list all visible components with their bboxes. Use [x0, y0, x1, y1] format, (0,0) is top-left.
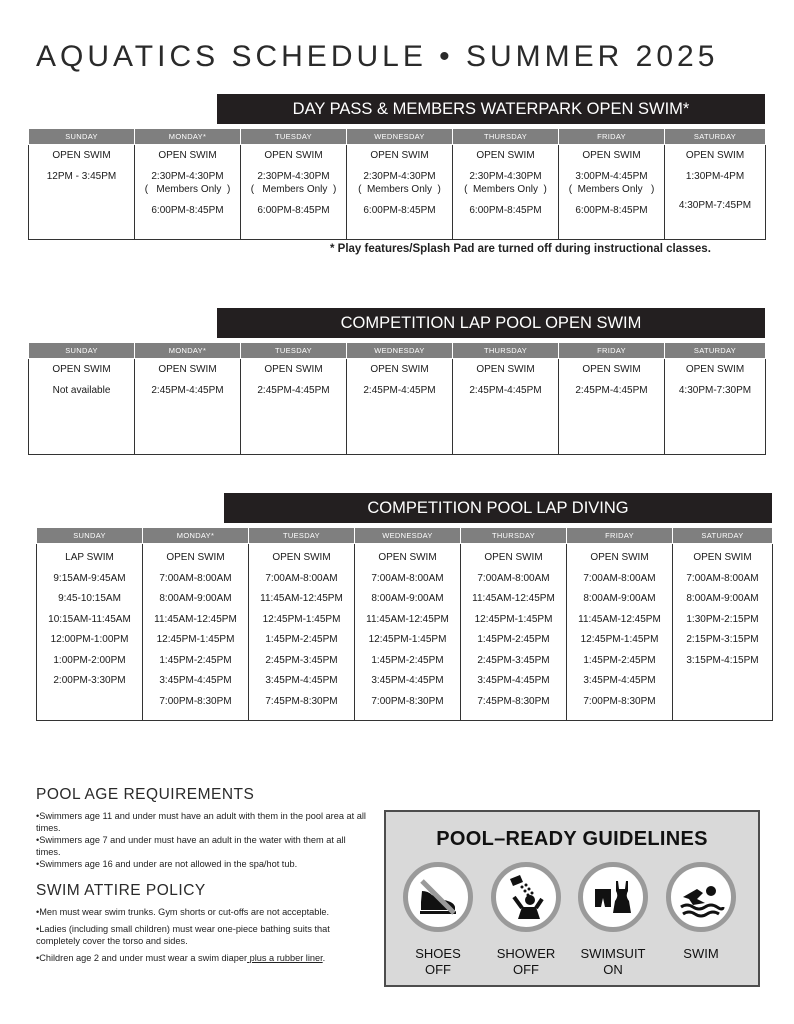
age-rule: •Swimmers age 7 and under must have an adult in the water with them at all times. — [36, 835, 346, 857]
time-slot: 11:45AM-12:45PM — [260, 593, 343, 604]
waterpark-table — [28, 128, 766, 240]
time-slot — [135, 196, 240, 204]
schedule-cell — [249, 544, 355, 721]
time-slot: 7:00AM-8:00AM — [159, 572, 232, 584]
time-slot: Not available — [52, 385, 111, 396]
time-slot: 2:45PM-4:45PM — [575, 385, 648, 396]
waterpark-banner: DAY PASS & MEMBERS WATERPARK OPEN SWIM* — [217, 94, 765, 124]
schedule-cell — [559, 359, 665, 455]
time-slot: 1:45PM-2:45PM — [265, 634, 338, 645]
time-slot: OPEN SWIM — [484, 552, 543, 563]
time-slot: OPEN SWIM — [693, 552, 752, 563]
day-header: SUNDAY — [37, 528, 143, 544]
time-slot: 2:30PM-4:30PM — [151, 171, 224, 182]
time-slot: 2:00PM-3:30PM — [53, 675, 126, 686]
time-slot: 9:45-10:15AM — [58, 593, 121, 604]
time-slot: LAP SWIM — [65, 552, 114, 563]
time-slot: 2:45PM-4:45PM — [257, 385, 330, 396]
time-slot: 2:45PM-3:45PM — [265, 654, 338, 666]
time-slot: 8:00AM-9:00AM — [583, 593, 656, 604]
time-slot: 3:45PM-4:45PM — [477, 675, 550, 686]
age-requirements-list — [36, 810, 366, 870]
time-slot: 6:00PM-8:45PM — [257, 205, 330, 216]
time-slot: 2:30PM-4:30PM — [363, 171, 436, 182]
time-slot: 7:00PM-8:30PM — [583, 695, 656, 707]
schedule-cell — [567, 544, 673, 721]
time-slot: 12:45PM-1:45PM — [580, 634, 659, 645]
day-header: TUESDAY — [241, 129, 347, 145]
schedule-cell — [29, 145, 135, 240]
time-slot: OPEN SWIM — [52, 150, 111, 161]
age-rule: •Swimmers age 16 and under are not allowed in the spa/hot tub. — [36, 859, 298, 869]
time-slot: 2:45PM-3:45PM — [477, 654, 550, 666]
time-slot: 7:00AM-8:00AM — [583, 572, 656, 584]
day-header: MONDAY* — [135, 343, 241, 359]
time-slot — [453, 196, 558, 204]
age-rule: •Swimmers age 11 and under must have an adult with them in the pool area at all times. — [36, 811, 366, 833]
time-slot: ( Members Only ) — [464, 184, 547, 195]
attire-list — [36, 906, 366, 964]
day-header: WEDNESDAY — [347, 129, 453, 145]
schedule-cell — [461, 544, 567, 721]
time-slot — [135, 376, 240, 384]
time-slot: OPEN SWIM — [370, 150, 429, 161]
time-slot: 9:15AM-9:45AM — [53, 572, 126, 584]
time-slot: 2:15PM-3:15PM — [686, 634, 759, 645]
time-slot — [559, 196, 664, 204]
time-slot: 7:00AM-8:00AM — [265, 572, 338, 584]
schedule-cell — [241, 359, 347, 455]
schedule-cell — [37, 544, 143, 721]
schedule-cell — [559, 145, 665, 240]
time-slot: 1:45PM-2:45PM — [583, 654, 656, 666]
day-header: THURSDAY — [461, 528, 567, 544]
time-slot — [665, 376, 765, 384]
time-slot: OPEN SWIM — [590, 552, 649, 563]
time-slot: 11:45AM-12:45PM — [472, 593, 555, 604]
lap-pool-table — [28, 342, 766, 455]
time-slot: 3:45PM-4:45PM — [583, 675, 656, 686]
schedule-cell — [453, 359, 559, 455]
time-slot: OPEN SWIM — [52, 364, 111, 375]
time-slot: 7:00AM-8:00AM — [686, 572, 759, 584]
day-header: TUESDAY — [249, 528, 355, 544]
schedule-cell — [453, 145, 559, 240]
time-slot: OPEN SWIM — [476, 150, 535, 161]
time-slot: 2:30PM-4:30PM — [469, 171, 542, 182]
schedule-cell — [673, 544, 773, 721]
day-header: SATURDAY — [665, 343, 766, 359]
age-requirements-heading: POOL AGE REQUIREMENTS — [36, 786, 255, 803]
time-slot: 8:00AM-9:00AM — [159, 593, 232, 604]
time-slot — [665, 183, 765, 191]
diving-table — [36, 527, 773, 721]
time-slot — [665, 191, 765, 199]
schedule-cell — [665, 359, 766, 455]
time-slot — [135, 162, 240, 170]
attire-heading: SWIM ATTIRE POLICY — [36, 882, 206, 899]
time-slot: OPEN SWIM — [370, 364, 429, 375]
time-slot: OPEN SWIM — [378, 552, 437, 563]
time-slot: 3:45PM-4:45PM — [159, 675, 232, 686]
schedule-cell — [135, 359, 241, 455]
attire-rule: •Men must wear swim trunks. Gym shorts or cut-offs are not acceptable. — [36, 907, 330, 917]
time-slot: OPEN SWIM — [158, 150, 217, 161]
time-slot: 1:30PM-4PM — [685, 171, 745, 182]
time-slot: 1:00PM-2:00PM — [53, 654, 126, 666]
time-slot: 3:15PM-4:15PM — [686, 654, 759, 666]
attire-rule: •Ladies (including small children) must wear one-piece bathing suits that completely cover the torso and sides. — [36, 924, 330, 946]
time-slot: OPEN SWIM — [476, 364, 535, 375]
schedule-cell — [347, 145, 453, 240]
day-header: SATURDAY — [665, 129, 766, 145]
time-slot — [347, 196, 452, 204]
guideline-label: SHOES OFF — [415, 946, 461, 977]
time-slot: 11:45AM-12:45PM — [578, 613, 661, 625]
day-header: SUNDAY — [29, 343, 135, 359]
time-slot: 12:45PM-1:45PM — [368, 634, 447, 645]
time-slot: 7:00PM-8:30PM — [371, 695, 444, 707]
swimsuit-icon — [578, 862, 648, 932]
time-slot — [241, 376, 346, 384]
time-slot: 1:30PM-2:15PM — [686, 613, 759, 625]
time-slot — [347, 376, 452, 384]
time-slot: ( Members Only ) — [568, 184, 655, 195]
schedule-cell — [665, 145, 766, 240]
time-slot: 7:00PM-8:30PM — [159, 695, 232, 707]
day-header: FRIDAY — [559, 129, 665, 145]
time-slot: 6:00PM-8:45PM — [151, 205, 224, 216]
attire-rule: •Children age 2 and under must wear a swim diaper plus a rubber liner. — [36, 953, 326, 963]
waterpark-footnote: * Play features/Splash Pad are turned off during instructional classes. — [330, 243, 711, 255]
time-slot — [29, 376, 134, 384]
time-slot: 2:45PM-4:45PM — [363, 385, 436, 396]
time-slot: 7:00AM-8:00AM — [371, 572, 444, 584]
diving-banner: COMPETITION POOL LAP DIVING — [224, 493, 772, 523]
time-slot: 1:45PM-2:45PM — [477, 634, 550, 645]
time-slot: OPEN SWIM — [264, 364, 323, 375]
time-slot: 8:00AM-9:00AM — [686, 593, 759, 604]
swimmer-icon — [666, 862, 736, 932]
time-slot: 3:45PM-4:45PM — [371, 675, 444, 686]
schedule-cell — [241, 145, 347, 240]
time-slot: 2:45PM-4:45PM — [469, 385, 542, 396]
time-slot: 6:00PM-8:45PM — [469, 205, 542, 216]
time-slot — [241, 196, 346, 204]
day-header: WEDNESDAY — [347, 343, 453, 359]
time-slot: 7:45PM-8:30PM — [265, 695, 338, 707]
schedule-cell — [143, 544, 249, 721]
day-header: SATURDAY — [673, 528, 773, 544]
guideline-label: SHOWER OFF — [496, 946, 556, 977]
time-slot: 2:45PM-4:45PM — [151, 385, 224, 396]
day-header: MONDAY* — [135, 129, 241, 145]
time-slot: 2:30PM-4:30PM — [257, 171, 330, 182]
time-slot: 12:45PM-1:45PM — [262, 613, 341, 625]
day-header: TUESDAY — [241, 343, 347, 359]
guideline-label: SWIMSUIT ON — [580, 946, 646, 977]
time-slot: ( Members Only ) — [250, 184, 337, 195]
day-header: FRIDAY — [559, 343, 665, 359]
schedule-cell — [347, 359, 453, 455]
time-slot: OPEN SWIM — [685, 364, 745, 375]
day-header: THURSDAY — [453, 343, 559, 359]
time-slot: 11:45AM-12:45PM — [154, 613, 237, 625]
guidelines-title: POOL–READY GUIDELINES — [436, 828, 708, 850]
pool-ready-guidelines — [384, 810, 760, 987]
time-slot: 1:45PM-2:45PM — [371, 654, 444, 666]
time-slot: 1:45PM-2:45PM — [159, 654, 232, 666]
time-slot: 7:00AM-8:00AM — [477, 572, 550, 584]
time-slot: OPEN SWIM — [582, 364, 641, 375]
time-slot: 8:00AM-9:00AM — [371, 593, 444, 604]
time-slot: 12:00PM-1:00PM — [50, 634, 129, 645]
time-slot: 6:00PM-8:45PM — [575, 205, 648, 216]
schedule-cell — [135, 145, 241, 240]
time-slot: OPEN SWIM — [272, 552, 331, 563]
schedule-cell — [355, 544, 461, 721]
time-slot — [453, 162, 558, 170]
time-slot: 12:45PM-1:45PM — [156, 634, 235, 645]
time-slot: OPEN SWIM — [264, 150, 323, 161]
page-title: AQUATICS SCHEDULE • SUMMER 2025 — [36, 40, 719, 73]
time-slot — [559, 376, 664, 384]
time-slot: 10:15AM-11:45AM — [48, 613, 131, 625]
day-header: FRIDAY — [567, 528, 673, 544]
time-slot — [347, 162, 452, 170]
time-slot: 4:30PM-7:45PM — [678, 200, 752, 211]
lap-pool-banner: COMPETITION LAP POOL OPEN SWIM — [217, 308, 765, 338]
day-header: SUNDAY — [29, 129, 135, 145]
time-slot — [29, 162, 134, 170]
no-shoes-icon — [403, 862, 473, 932]
time-slot — [241, 162, 346, 170]
day-header: MONDAY* — [143, 528, 249, 544]
time-slot: 11:45AM-12:45PM — [366, 613, 449, 625]
time-slot: 3:45PM-4:45PM — [265, 675, 338, 686]
guideline-label: SWIM — [683, 946, 719, 961]
time-slot: 12PM - 3:45PM — [46, 171, 117, 182]
schedule-cell — [29, 359, 135, 455]
time-slot: OPEN SWIM — [158, 364, 217, 375]
time-slot: 6:00PM-8:45PM — [363, 205, 436, 216]
time-slot — [559, 162, 664, 170]
time-slot — [453, 376, 558, 384]
time-slot: 12:45PM-1:45PM — [474, 613, 553, 625]
day-header: WEDNESDAY — [355, 528, 461, 544]
day-header: THURSDAY — [453, 129, 559, 145]
time-slot: 3:00PM-4:45PM — [575, 171, 648, 182]
time-slot: OPEN SWIM — [582, 150, 641, 161]
time-slot: 7:45PM-8:30PM — [477, 695, 550, 707]
time-slot: OPEN SWIM — [166, 552, 225, 563]
shower-icon — [491, 862, 561, 932]
time-slot: OPEN SWIM — [685, 150, 745, 161]
time-slot: ( Members Only ) — [144, 184, 231, 195]
time-slot: ( Members Only ) — [358, 184, 441, 195]
time-slot: 4:30PM-7:30PM — [678, 385, 752, 396]
time-slot — [665, 162, 765, 170]
